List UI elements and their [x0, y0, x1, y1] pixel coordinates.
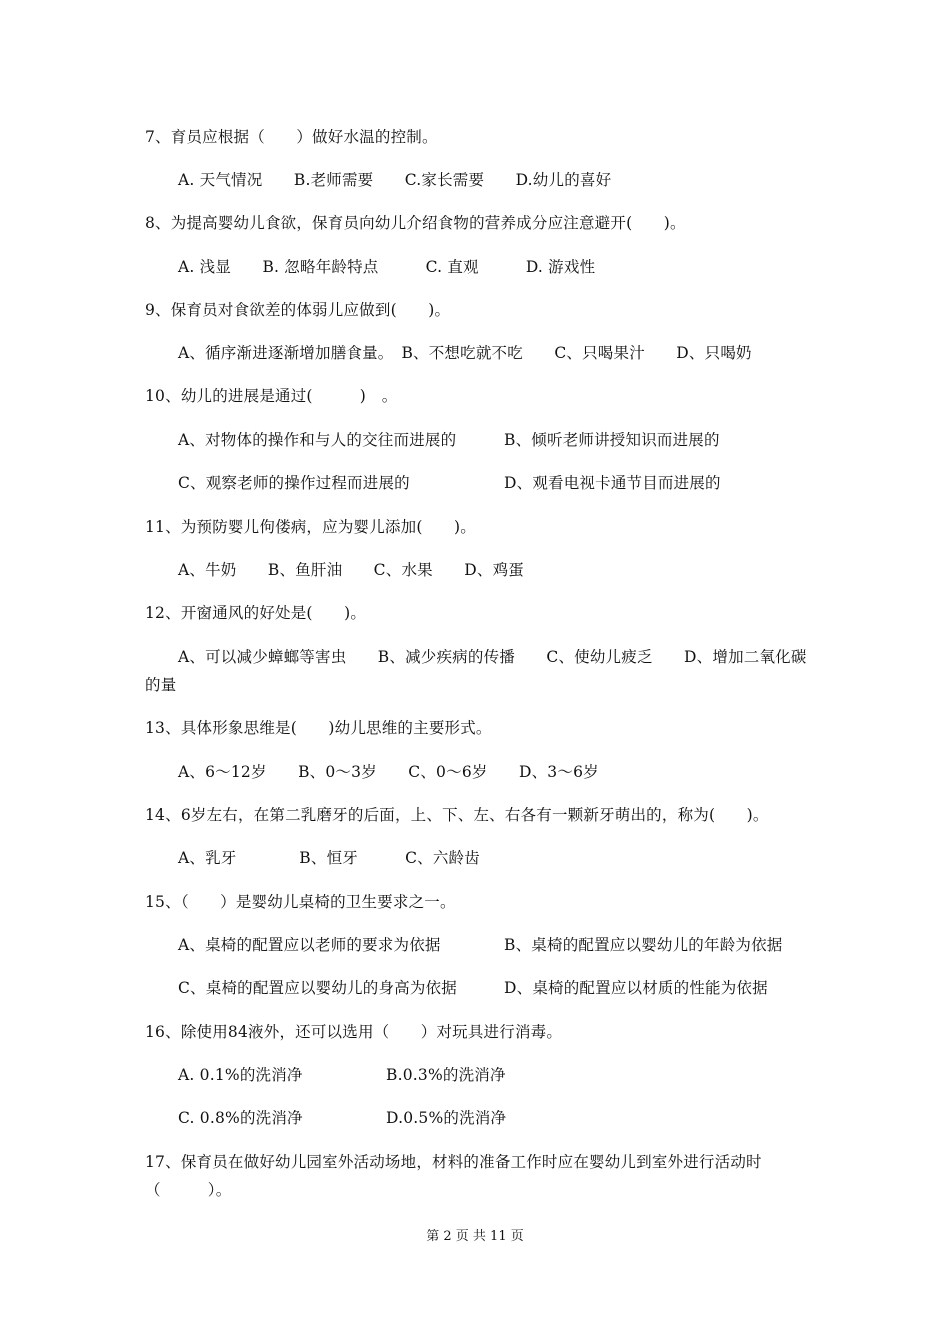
- question-13-stem: 13、具体形象思维是( )幼儿思维的主要形式。: [145, 719, 492, 737]
- question-15-option-d: D、桌椅的配置应以材质的性能为依据: [504, 979, 768, 997]
- question-15-option-a: A、桌椅的配置应以老师的要求为依据: [178, 936, 441, 954]
- question-15-option-b: B、桌椅的配置应以婴幼儿的年龄为依据: [504, 936, 783, 954]
- question-8-stem: 8、为提高婴幼儿食欲，保育员向幼儿介绍食物的营养成分应注意避开( )。: [145, 214, 686, 232]
- question-10-option-b: B、倾听老师讲授知识而进展的: [504, 431, 720, 449]
- question-10-option-d: D、观看电视卡通节目而进展的: [504, 474, 721, 492]
- question-12-stem: 12、开窗通风的好处是( )。: [145, 604, 367, 622]
- question-17-stem-continued: （ ）。: [145, 1181, 232, 1199]
- question-15-stem: 15、（ ）是婴幼儿桌椅的卫生要求之一。: [145, 893, 456, 911]
- question-12-options-continued: 的量: [145, 676, 177, 694]
- question-8-options: A. 浅显 B. 忽略年龄特点 C. 直观 D. 游戏性: [178, 258, 596, 276]
- question-12-options: A、可以减少蟑螂等害虫 B、减少疾病的传播 C、使幼儿疲乏 D、增加二氧化碳: [178, 648, 807, 666]
- question-14-stem: 14、6岁左右，在第二乳磨牙的后面，上、下、左、右各有一颗新牙萌出的，称为( )。: [145, 806, 769, 824]
- page-footer: 第 2 页 共 11 页: [426, 1229, 524, 1244]
- question-7-options: A. 天气情况 B.老师需要 C.家长需要 D.幼儿的喜好: [178, 171, 612, 189]
- question-11-stem: 11、为预防婴儿佝偻病，应为婴儿添加( )。: [145, 518, 476, 536]
- question-7-stem: 7、育员应根据（ ）做好水温的控制。: [145, 128, 438, 146]
- question-17-stem: 17、保育员在做好幼儿园室外活动场地，材料的准备工作时应在婴幼儿到室外进行活动时: [145, 1153, 762, 1171]
- question-16-option-c: C. 0.8%的洗消净: [178, 1109, 303, 1127]
- question-10-stem: 10、幼儿的进展是通过( ) 。: [145, 387, 398, 405]
- question-14-options: A、乳牙 B、恒牙 C、六龄齿: [178, 849, 480, 867]
- question-16-option-d: D.0.5%的洗消净: [386, 1109, 507, 1127]
- question-16-stem: 16、除使用84液外，还可以选用（ ）对玩具进行消毒。: [145, 1023, 563, 1041]
- question-13-options: A、6～12岁 B、0～3岁 C、0～6岁 D、3～6岁: [178, 763, 599, 781]
- question-11-options: A、牛奶 B、鱼肝油 C、水果 D、鸡蛋: [178, 561, 524, 579]
- question-16-option-b: B.0.3%的洗消净: [386, 1066, 506, 1084]
- question-9-options: A、循序渐进逐渐增加膳食量。 B、不想吃就不吃 C、只喝果汁 D、只喝奶: [178, 344, 752, 362]
- question-10-option-a: A、对物体的操作和与人的交往而进展的: [178, 431, 457, 449]
- question-16-option-a: A. 0.1%的洗消净: [178, 1066, 303, 1084]
- question-9-stem: 9、保育员对食欲差的体弱儿应做到( )。: [145, 301, 451, 319]
- question-10-option-c: C、观察老师的操作过程而进展的: [178, 474, 410, 492]
- question-15-option-c: C、桌椅的配置应以婴幼儿的身高为依据: [178, 979, 457, 997]
